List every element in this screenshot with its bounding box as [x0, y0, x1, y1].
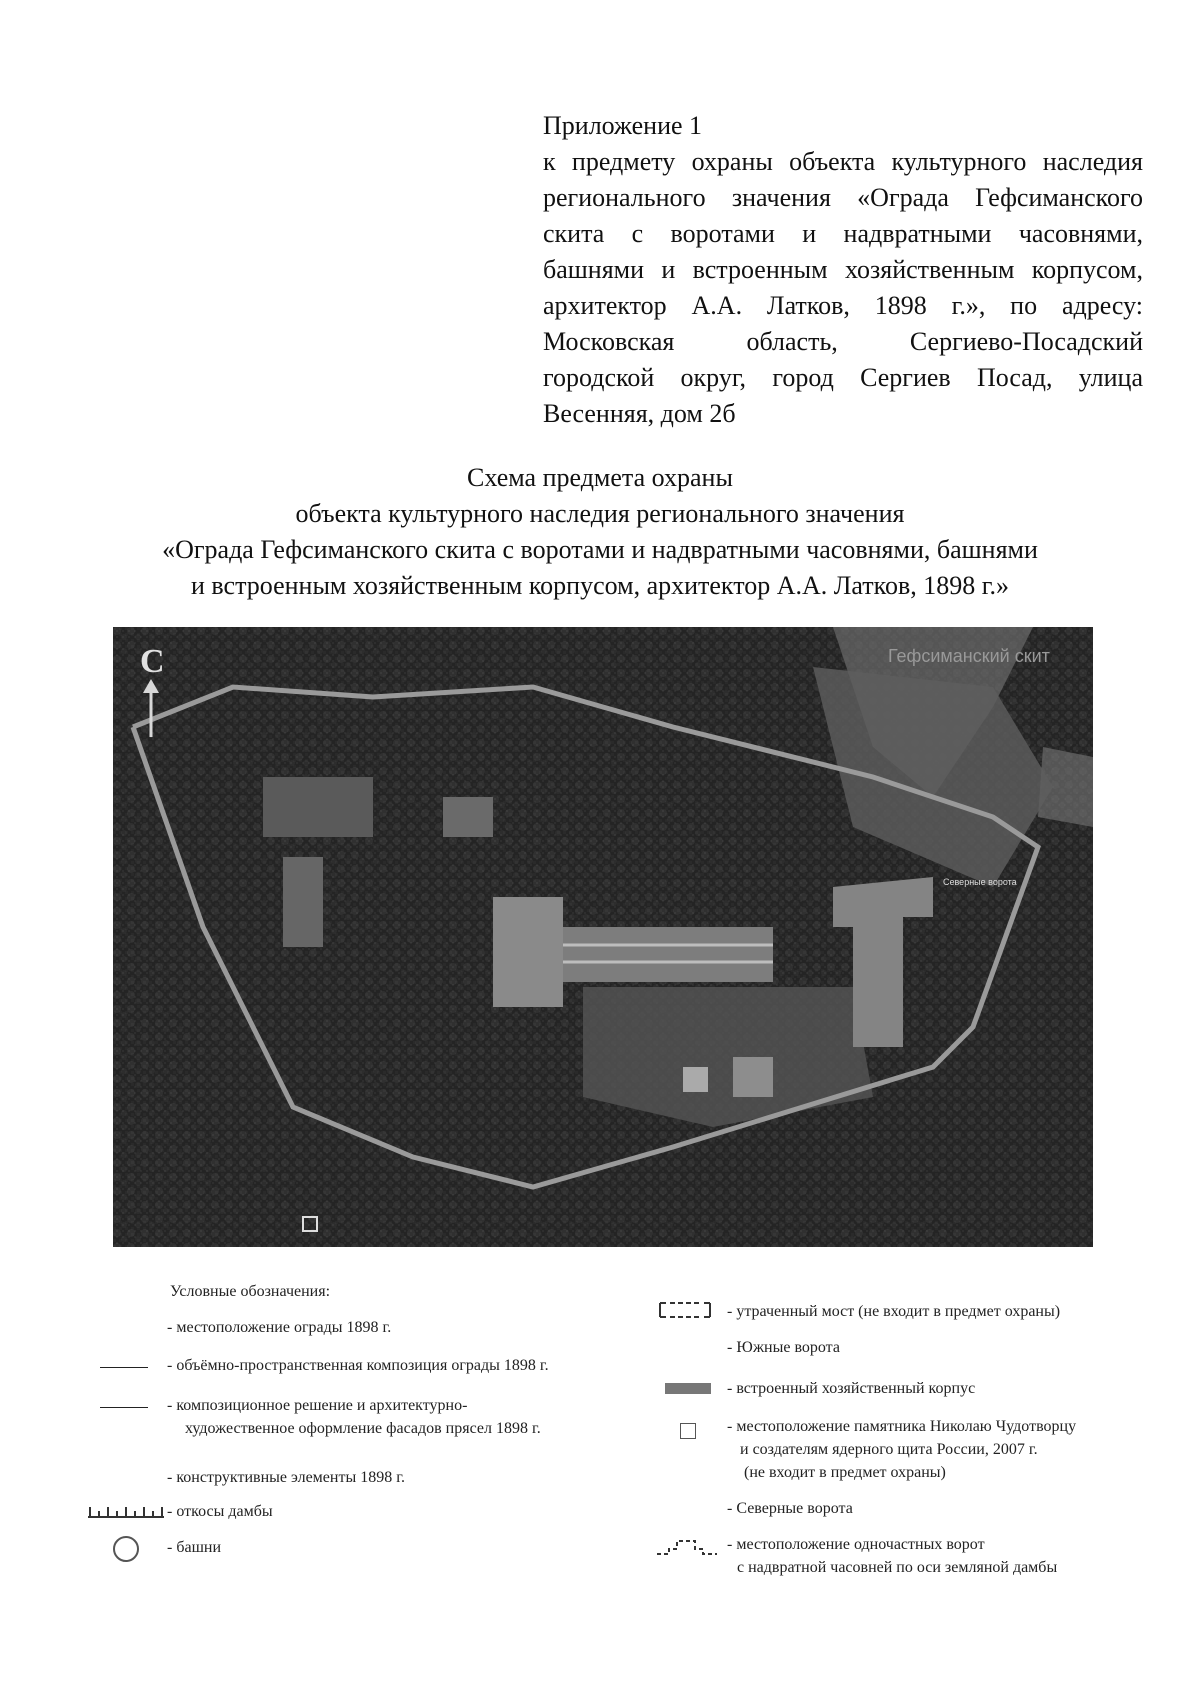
legend-single-gate-line1: - местоположение одночастных ворот: [727, 1536, 985, 1553]
appendix-line: архитектор А.А. Латков, 1898 г.», по адресу:: [543, 291, 1143, 320]
building: [263, 777, 373, 837]
north-label: С: [140, 643, 165, 680]
appendix-line: башнями и встроенным хозяйственным корпусом,: [543, 255, 1143, 284]
aerial-map-image: [113, 627, 1093, 1247]
legend-monument-line2: и создателям ядерного щита России, 2007 г.: [740, 1441, 1038, 1458]
legend-single-gate-line2: с надвратной часовней по оси земляной дамбы: [737, 1559, 1058, 1576]
building: [283, 857, 323, 947]
legend-facade-line2: художественное оформление фасадов прясел 1898 г.: [185, 1420, 541, 1437]
scheme-title-line: и встроенным хозяйственным корпусом, архитектор А.А. Латков, 1898 г.»: [191, 571, 1009, 600]
aerial-map: [113, 627, 1093, 1247]
appendix-line: Московская область, Сергиево-Посадский: [543, 327, 1143, 356]
legend-fence-location: - местоположение ограды 1898 г.: [167, 1319, 392, 1336]
legend-volume-composition: - объёмно-пространственная композиция ограды 1898 г.: [167, 1357, 549, 1374]
tower-symbol: [113, 1536, 139, 1562]
legend-monument-line1: - местоположение памятника Николаю Чудотворцу: [727, 1418, 1077, 1435]
legend-facade-line1: - композиционное решение и архитектурно-: [167, 1397, 468, 1414]
building-label: Северные ворота: [943, 877, 1017, 887]
monument-symbol: [680, 1423, 696, 1439]
appendix-line: регионального значения «Ограда Гефсиманского: [543, 183, 1143, 212]
building: [683, 1067, 708, 1092]
scheme-title-line: объекта культурного наследия регионального значения: [295, 499, 905, 528]
building: [733, 1057, 773, 1097]
appendix-line: городской округ, город Сергиев Посад, улица: [543, 363, 1143, 392]
appendix-line: скита с воротами и надвратными часовнями,: [543, 219, 1143, 248]
service-building-symbol: [665, 1383, 711, 1394]
legend-dam-slopes: - откосы дамбы: [167, 1503, 273, 1520]
scheme-title: [100, 460, 1100, 604]
appendix-title: Приложение 1: [543, 111, 703, 140]
dam-slopes-symbol: [86, 1502, 166, 1520]
volume-line-symbol: [100, 1367, 148, 1368]
legend-north-gate: - Северные ворота: [727, 1500, 853, 1517]
legend-structural: - конструктивные элементы 1898 г.: [167, 1469, 405, 1486]
legend-towers: - башни: [167, 1539, 222, 1556]
single-gate-symbol: [655, 1537, 721, 1557]
appendix-line: к предмету охраны объекта культурного наследия: [543, 147, 1143, 176]
lost-bridge-symbol: [656, 1300, 714, 1320]
legend-service-building: - встроенный хозяйственный корпус: [727, 1380, 976, 1397]
scheme-title-line: Схема предмета охраны: [467, 463, 733, 492]
appendix-line: Весенняя, дом 2б: [543, 399, 736, 428]
facade-line-symbol: [100, 1407, 148, 1408]
legend-heading: Условные обозначения:: [170, 1283, 331, 1300]
appendix-header: [543, 108, 1143, 432]
legend-monument-line3: (не входит в предмет охраны): [744, 1464, 946, 1481]
place-label: Гефсиманский скит: [888, 646, 1050, 666]
scheme-title-line: «Ограда Гефсиманского скита с воротами и надвратными часовнями, башнями: [162, 535, 1038, 564]
legend-south-gate: - Южные ворота: [727, 1339, 840, 1356]
long-building: [563, 927, 773, 982]
church-building: [493, 897, 563, 1007]
building: [443, 797, 493, 837]
legend-lost-bridge: - утраченный мост (не входит в предмет охраны): [727, 1303, 1061, 1320]
